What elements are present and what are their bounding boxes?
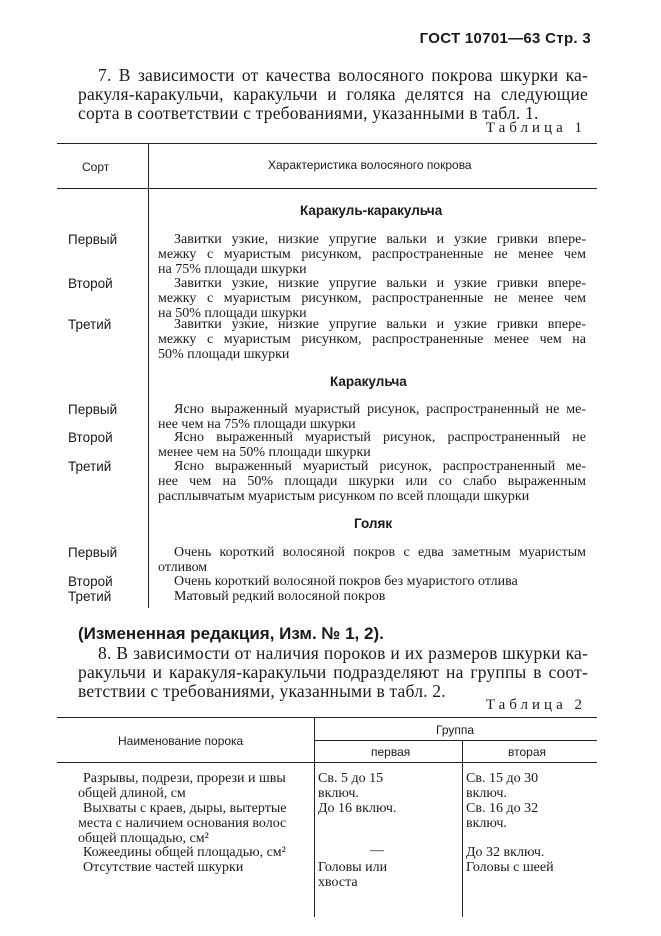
table2-col-second: вторая [508, 745, 546, 759]
table2-column-divider [314, 717, 315, 917]
table2-top-rule [57, 717, 597, 718]
text-line: на 50% площади шкурки [158, 306, 307, 321]
sort-label: Первый [68, 545, 118, 560]
table1-caption: Таблица 1 [485, 120, 586, 136]
text-line: нее чем на 75% площади шкурки [158, 417, 356, 432]
defect-name [78, 801, 302, 846]
text-line: хвоста [318, 875, 358, 890]
text-line: Разрывы, подрези, прорези и швы [83, 771, 286, 786]
text-line: места с наличием основания волос [78, 816, 287, 831]
group-first-value [318, 801, 396, 816]
sort-label: Второй [68, 430, 113, 445]
paragraph-line: 7. В зависимости от качества волосяного покрова шкурки ка- [98, 65, 588, 85]
page-header: ГОСТ 10701—63 Стр. 3 [419, 30, 591, 47]
group-first-value [318, 860, 387, 890]
text-line: Ясно выраженный муаристый рисунок, распространенный ме- [174, 459, 586, 474]
group-second-value [466, 845, 544, 860]
text-line: Кожеедины общей площадью, см² [83, 845, 286, 860]
characteristic [158, 276, 586, 321]
text-line: отливом [158, 560, 208, 575]
text-line: межку с муаристым рисунком, распространенные менее чем на [158, 332, 586, 347]
text-line: Очень короткий волосяной покров с едва заметным муаристым [174, 545, 586, 560]
table2-col-group: Группа [436, 723, 475, 737]
text-line: Выхваты с краев, дыры, вытертые [83, 801, 287, 816]
paragraph-line: ракуля-каракульчи, каракульчи и голяка делятся на следующие [78, 84, 588, 104]
sort-label: Третий [68, 317, 112, 332]
defect-name [78, 860, 302, 875]
table2-col-first: первая [371, 745, 411, 759]
group-second-value [466, 860, 554, 875]
table2-column-divider [462, 740, 463, 917]
paragraph-line: сорта в соответствии с требованиями, указанными в табл. 1. [78, 103, 539, 123]
text-line: 50% площади шкурки [158, 347, 290, 362]
table1-column-divider [148, 143, 149, 608]
text-line: менее чем на 50% площади шкурки [158, 445, 371, 460]
characteristic [158, 317, 586, 362]
section-title: Каракуль-каракульча [300, 203, 443, 218]
text-line: нее чем на 50% площади шкурки или со слабо выраженным [158, 474, 586, 489]
text-line: Св. 15 до 30 [466, 771, 539, 786]
text-line: общей длиной, см [78, 786, 186, 801]
amendment-note: (Измененная редакция, Изм. № 1, 2). [78, 624, 384, 643]
paragraph-line: ветствии с требованиями, указанными в табл. 2. [78, 681, 446, 701]
section-title: Голяк [354, 516, 393, 531]
text-line: включ. [466, 816, 507, 831]
sort-label: Первый [68, 232, 118, 247]
text-line: на 75% площади шкурки [158, 262, 307, 277]
characteristic [158, 402, 586, 432]
paragraph-7 [78, 66, 588, 123]
characteristic [158, 430, 586, 460]
section-title: Каракульча [330, 374, 407, 389]
table1-header-rule [57, 188, 597, 189]
table1-col-characteristic: Характеристика волосяного покрова [268, 158, 472, 172]
table1-top-rule [57, 143, 597, 144]
text-line: Завитки узкие, низкие упругие вальки и узкие гривки впере- [174, 276, 586, 291]
text-line: Завитки узкие, низкие упругие вальки и узкие гривки впере- [174, 317, 586, 332]
defect-name [78, 845, 302, 860]
text-line: Св. 5 до 15 [318, 771, 384, 786]
defect-name [78, 771, 302, 801]
sort-label: Второй [68, 276, 113, 291]
text-line: Очень короткий волосяной покров без муаристого отлива [174, 574, 518, 589]
characteristic [158, 589, 586, 604]
text-line: Св. 16 до 32 [466, 801, 539, 816]
group-second-value [466, 801, 538, 831]
sort-label: Второй [68, 574, 113, 589]
text-line: общей площадью, см² [78, 831, 209, 846]
characteristic [158, 232, 586, 277]
text-line: Головы с шеей [466, 860, 554, 875]
text-line: До 16 включ. [318, 801, 397, 816]
table2-header-rule [57, 762, 597, 763]
characteristic [158, 545, 586, 575]
text-line: включ. [466, 786, 507, 801]
table2-group-rule [314, 740, 597, 741]
text-line: Матовый редкий волосяной покров [174, 589, 386, 604]
text-line: — [370, 843, 384, 858]
paragraph-line: ракульчи и каракуля-каракульчи подразделяют на группы в соот- [78, 662, 588, 682]
table2-col-name: Наименование порока [118, 734, 244, 748]
text-line: Ясно выраженный муаристый рисунок, распространенный не [174, 430, 586, 445]
text-line: включ. [318, 786, 359, 801]
group-first-value [318, 771, 383, 801]
text-line: межку с муаристым рисунком, распространенные не менее чем [158, 247, 586, 262]
table1-col-sort: Сорт [82, 160, 110, 174]
group-first-value [370, 843, 384, 858]
table2-caption: Таблица 2 [485, 697, 586, 713]
sort-label: Третий [68, 459, 112, 474]
characteristic [158, 574, 586, 589]
characteristic [158, 459, 586, 504]
text-line: Завитки узкие, низкие упругие вальки и узкие гривки впере- [174, 232, 586, 247]
text-line: Ясно выраженный муаристый рисунок, распространенный не ме- [174, 402, 586, 417]
sort-label: Первый [68, 402, 118, 417]
text-line: расплывчатым муаристым рисунком по всей площади шкурки [158, 489, 530, 504]
sort-label: Третий [68, 589, 112, 604]
text-line: Отсутствие частей шкурки [83, 860, 244, 875]
text-line: межку с муаристым рисунком, распространенные не менее чем [158, 291, 586, 306]
text-line: До 32 включ. [466, 845, 545, 860]
text-line: Головы или [318, 860, 388, 875]
paragraph-line: 8. В зависимости от наличия пороков и их размеров шкурки ка- [98, 643, 588, 663]
paragraph-8 [78, 644, 588, 701]
group-second-value [466, 771, 538, 801]
